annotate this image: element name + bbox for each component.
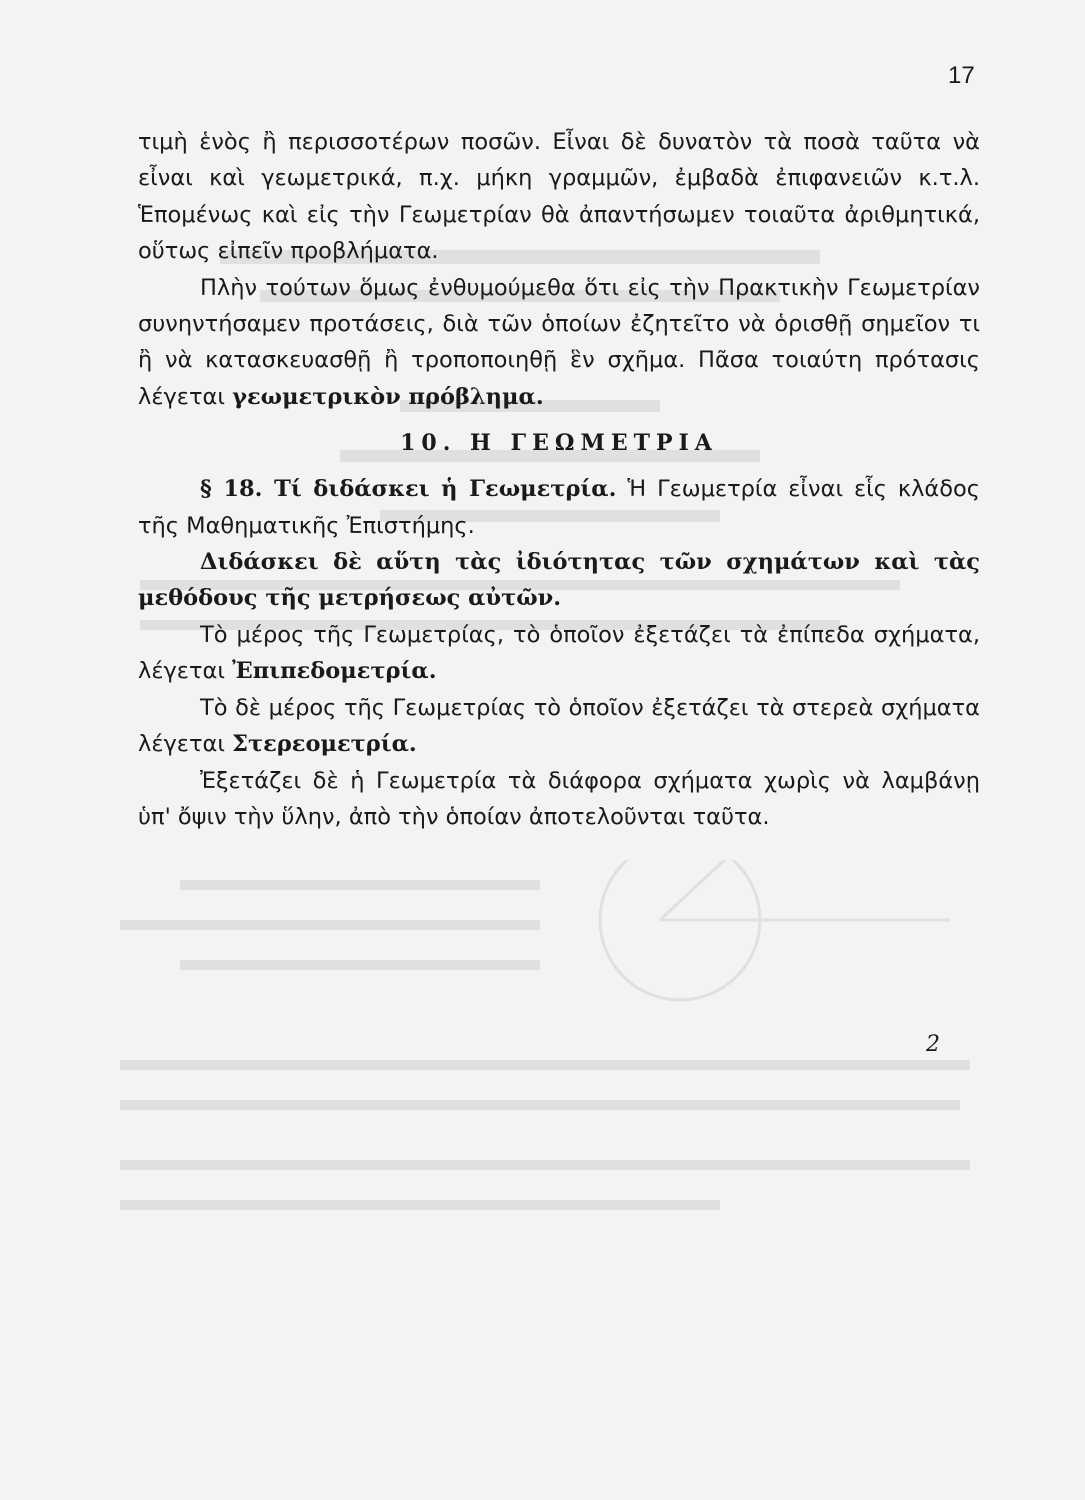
paragraph-solid-geometry <box>138 690 980 763</box>
section-heading: 10. Η ΓΕΩΜΕΤΡΙΑ <box>400 430 718 457</box>
paragraph-text: Τὸ δὲ μέρος τῆς Γεωμετρίας τὸ ὁποῖον ἐξετάζει τὰ στερεὰ σχήματα λέγεται <box>138 694 980 758</box>
paragraph-geometry-teaches: Διδάσκει δὲ αὕτη τὰς ἰδιότητας τῶν σχημάτων καὶ τὰς μεθόδους τῆς μετρήσεως αὐτῶν. <box>138 549 980 612</box>
page-number: 17 <box>948 62 975 89</box>
term-solid-geometry: Στερεομετρία. <box>232 731 417 758</box>
paragraph-text: Πλὴν τούτων ὅμως ἐνθυμούμεθα ὅτι εἰς τὴν Πρακτικὴν Γεωμετρίαν συνηντήσαμεν προτάσεις, διὰ τῶν ὁποίων ἐζητεῖτο νὰ ὁρισθῇ σημεῖον τι ἢ νὰ κατασκευασθῇ ἢ τροποποιηθῇ ἓν σχῆμα. Πᾶσα τοιαύτη πρότασις λέγεται <box>138 274 980 410</box>
section-18-text: Ἡ Γεωμετρία εἶναι εἷς κλάδος τῆς Μαθηματικῆς Ἐπιστήμης. <box>138 476 980 539</box>
section-18-title: § 18. Τί διδάσκει ἡ Γεωμετρία. <box>200 476 617 503</box>
term-plane-geometry: Ἐπιπεδομετρία. <box>232 658 437 685</box>
paragraph-text: Τὸ μέρος τῆς Γεωμετρίας, τὸ ὁποῖον ἐξετάζει τὰ ἐπίπεδα σχήματα, λέγεται <box>138 621 980 685</box>
signature-mark: 2 <box>926 1032 940 1057</box>
body-text <box>138 124 980 835</box>
paragraph-geometric-problem <box>138 270 980 416</box>
paragraph-section-18 <box>138 471 980 544</box>
bleed-through-figure <box>120 860 980 1220</box>
paragraph-problems-numeric: τιμὴ ἑνὸς ἢ περισσοτέρων ποσῶν. Εἶναι δὲ δυνατὸν τὰ ποσὰ ταῦτα νὰ εἶναι καὶ γεωμετρικά, π.χ. μήκη γραμμῶν, ἐμβαδὰ ἐπιφανειῶν κ.τ.λ. Ἑπομένως καὶ εἰς τὴν Γεωμετρίαν θὰ ἀπαντήσωμεν τοιαῦτα ἀριθμητικά, οὕτως εἰπεῖν προβλήματα. <box>138 129 980 265</box>
paragraph-matter: Ἐξετάζει δὲ ἡ Γεωμετρία τὰ διάφορα σχήματα χωρὶς νὰ λαμβάνῃ ὑπ' ὄψιν τὴν ὕλην, ἀπὸ τὴν ὁποίαν ἀποτελοῦνται ταῦτα. <box>138 767 980 830</box>
paragraph-plane-geometry <box>138 617 980 690</box>
term-geometric-problem: γεωμετρικὸν πρόβλημα. <box>232 383 544 410</box>
